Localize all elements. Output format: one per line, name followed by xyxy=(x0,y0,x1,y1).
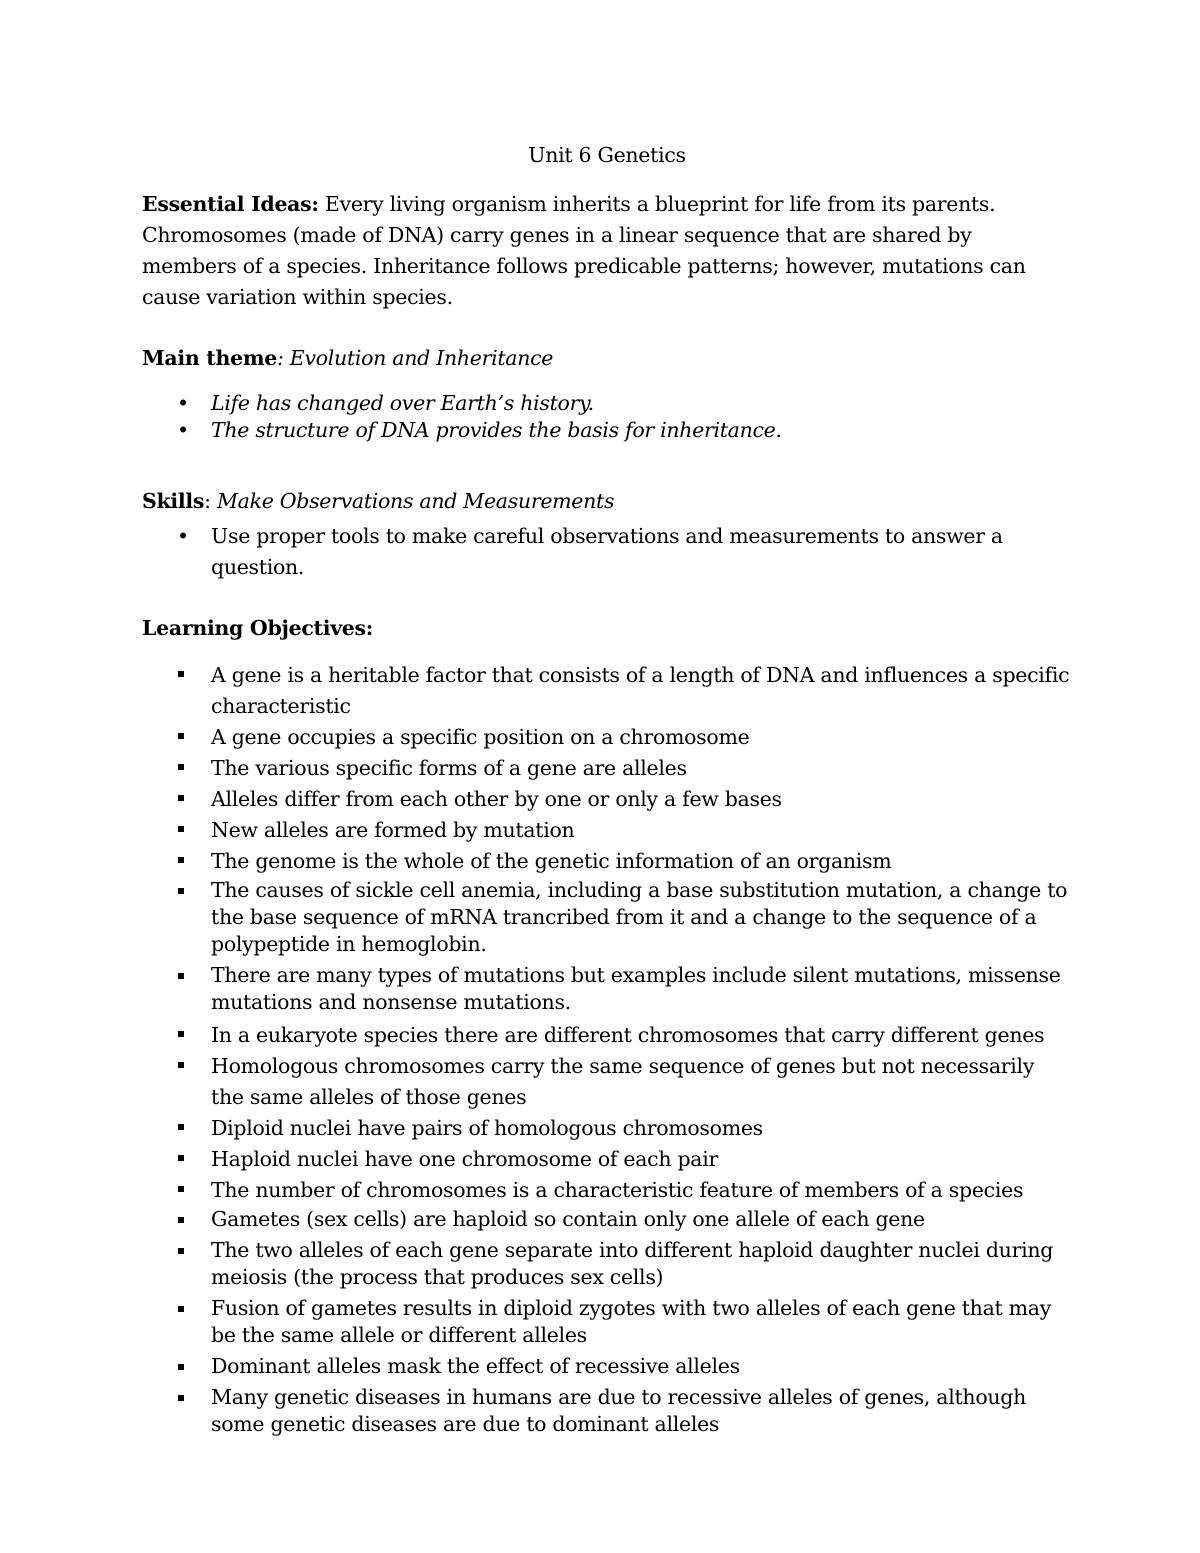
list-item xyxy=(142,390,1072,417)
list-item-text: The various specific forms of a gene are alleles xyxy=(211,756,687,780)
main-theme-value: Evolution and Inheritance xyxy=(289,346,554,370)
square-bullet-icon xyxy=(178,1248,184,1254)
list-item-text: A gene is a heritable factor that consists of a length of DNA and influences a specific characteristic xyxy=(211,663,1070,718)
list-item-text: The number of chromosomes is a characteristic feature of members of a species xyxy=(211,1178,1024,1202)
list-item-text: Alleles differ from each other by one or only a few bases xyxy=(211,787,782,811)
list-item-text: There are many types of mutations but examples include silent mutations, missense mutations and nonsense mutations. xyxy=(211,963,1061,1014)
list-item-text: The causes of sickle cell anemia, including a base substitution mutation, a change to the base sequence of mRNA trancribed from it and a change to the sequence of a polypeptide in hemoglobin. xyxy=(211,878,1068,956)
square-bullet-icon xyxy=(178,1217,184,1223)
list-item xyxy=(142,1113,1072,1144)
square-bullet-icon xyxy=(178,1031,184,1037)
main-theme-heading xyxy=(142,343,1072,374)
square-bullet-icon xyxy=(178,671,184,677)
essential-ideas-paragraph xyxy=(142,189,1072,313)
list-item-text: A gene occupies a specific position on a chromosome xyxy=(211,725,750,749)
skills-value: Make Observations and Measurements xyxy=(216,489,615,513)
square-bullet-icon xyxy=(178,733,184,739)
square-bullet-icon xyxy=(178,1124,184,1130)
square-bullet-icon xyxy=(178,888,184,894)
list-item-text: Homologous chromosomes carry the same sequence of genes but not necessarily the same alleles of those genes xyxy=(211,1054,1035,1109)
square-bullet-icon xyxy=(178,764,184,770)
list-item-text: In a eukaryote species there are different chromosomes that carry different genes xyxy=(211,1023,1045,1047)
document-page xyxy=(142,140,1072,1442)
page-title: Unit 6 Genetics xyxy=(528,143,686,167)
list-item-text: New alleles are formed by mutation xyxy=(211,818,575,842)
square-bullet-icon xyxy=(178,1306,184,1312)
list-item-text: Use proper tools to make careful observations and measurements to answer a question. xyxy=(211,524,1003,579)
square-bullet-icon xyxy=(178,795,184,801)
square-bullet-icon xyxy=(178,1186,184,1192)
list-item xyxy=(142,753,1072,784)
list-item-text: The structure of DNA provides the basis for inheritance. xyxy=(211,418,782,442)
list-item xyxy=(142,1384,1072,1438)
square-bullet-icon xyxy=(178,826,184,832)
bullet-icon: • xyxy=(177,391,189,415)
square-bullet-icon xyxy=(178,857,184,863)
list-item-text: Diploid nuclei have pairs of homologous chromosomes xyxy=(211,1116,763,1140)
essential-ideas-label: Essential Ideas: xyxy=(142,192,319,216)
list-item xyxy=(142,815,1072,846)
skills-colon: : xyxy=(204,489,217,513)
main-theme-colon: : xyxy=(276,346,290,370)
list-item-text: Life has changed over Earth’s history. xyxy=(211,391,594,415)
list-item-text: The genome is the whole of the genetic information of an organism xyxy=(211,849,892,873)
learning-objectives-heading xyxy=(142,613,1072,644)
list-item xyxy=(142,784,1072,815)
list-item xyxy=(142,1353,1072,1380)
learning-objectives-label: Learning Objectives: xyxy=(142,616,374,640)
list-item xyxy=(142,1206,1072,1233)
list-item xyxy=(142,1144,1072,1175)
list-item-text: Fusion of gametes results in diploid zygotes with two alleles of each gene that may be the same allele or different alleles xyxy=(211,1296,1052,1347)
list-item xyxy=(142,846,1072,877)
list-item xyxy=(142,521,1072,583)
list-item xyxy=(142,1295,1072,1349)
list-item-text: Many genetic diseases in humans are due to recessive alleles of genes, although some genetic diseases are due to dominant alleles xyxy=(211,1385,1026,1436)
skills-label: Skills xyxy=(142,489,205,513)
list-item xyxy=(142,660,1072,722)
list-item xyxy=(142,877,1072,958)
list-item-text: Haploid nuclei have one chromosome of each pair xyxy=(211,1147,718,1171)
skills-list xyxy=(142,521,1072,583)
bullet-icon: • xyxy=(177,418,189,442)
essential-ideas-text: Every living organism inherits a blueprint for life from its parents. Chromosomes (made of DNA) carry genes in a linear sequence that are shared by members of a species. Inheritance follows predicable patterns; however, mutations can cause variation within species. xyxy=(142,192,1026,309)
list-item xyxy=(142,417,1072,444)
square-bullet-icon xyxy=(178,1155,184,1161)
main-theme-list xyxy=(142,390,1072,444)
list-item xyxy=(142,722,1072,753)
main-theme-label: Main theme xyxy=(142,346,277,370)
skills-heading xyxy=(142,486,1072,517)
square-bullet-icon xyxy=(178,973,184,979)
list-item xyxy=(142,962,1072,1016)
list-item xyxy=(142,1051,1072,1113)
square-bullet-icon xyxy=(178,1395,184,1401)
bullet-icon: • xyxy=(177,524,189,548)
square-bullet-icon xyxy=(178,1062,184,1068)
list-item xyxy=(142,1020,1072,1051)
list-item-text: Dominant alleles mask the effect of recessive alleles xyxy=(211,1354,740,1378)
list-item xyxy=(142,1237,1072,1291)
list-item-text: The two alleles of each gene separate into different haploid daughter nuclei during meiosis (the process that produces sex cells) xyxy=(211,1238,1054,1289)
learning-objectives-list xyxy=(142,660,1072,1438)
square-bullet-icon xyxy=(178,1364,184,1370)
list-item xyxy=(142,1175,1072,1206)
list-item-text: Gametes (sex cells) are haploid so contain only one allele of each gene xyxy=(211,1207,925,1231)
